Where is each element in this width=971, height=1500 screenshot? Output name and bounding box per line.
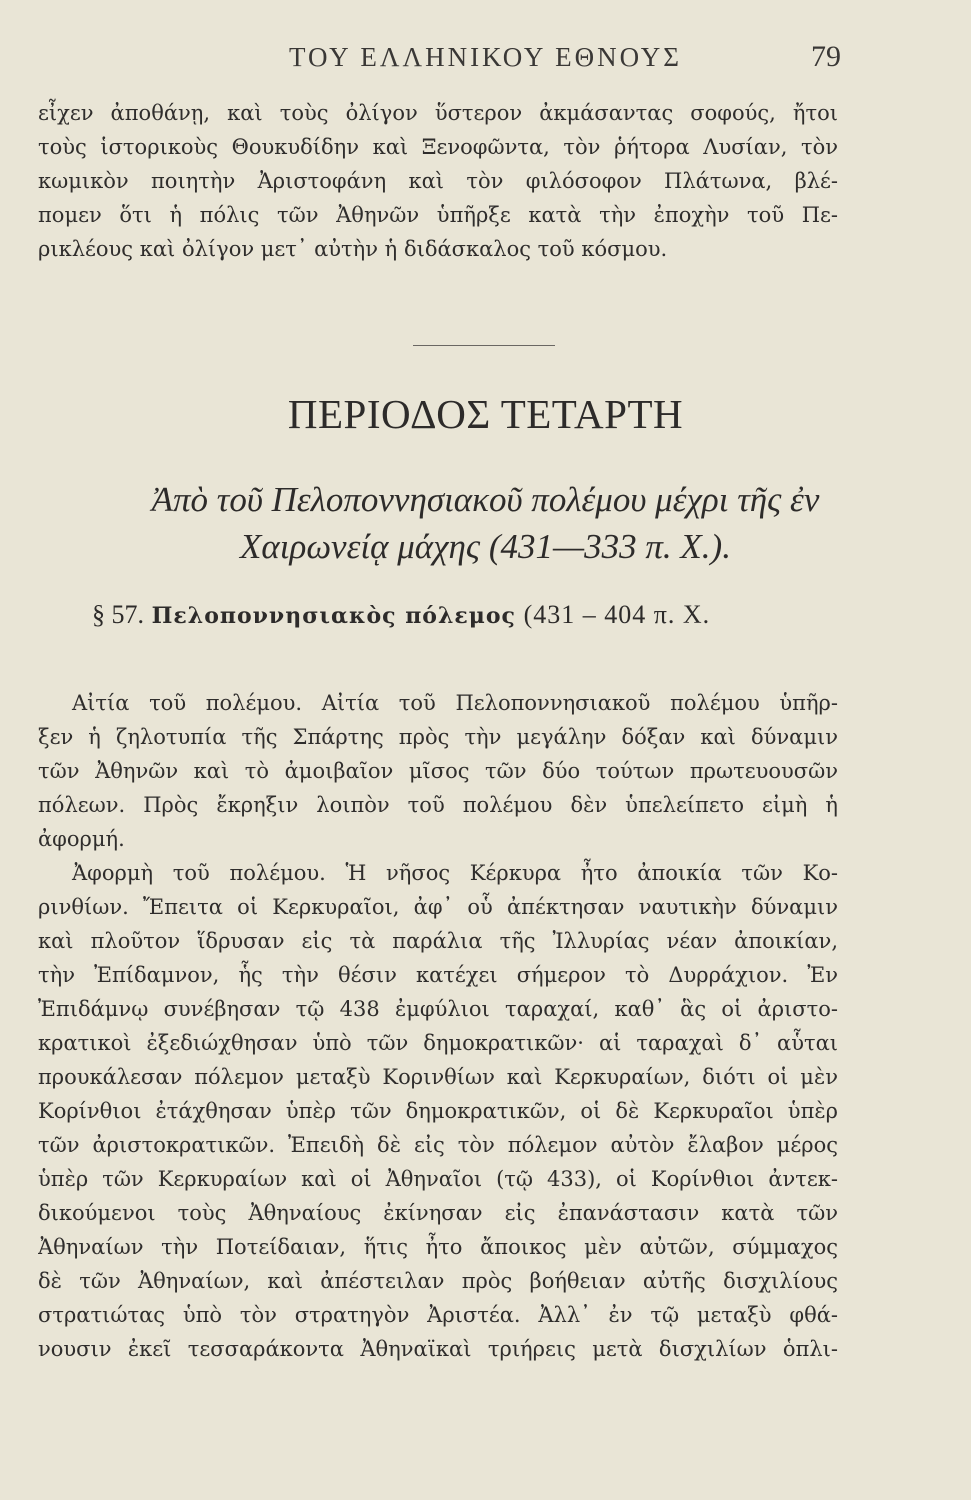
text-line: τῶν ἀριστοκρατικῶν. Ἐπειδὴ δὲ εἰς τὸν πόλεμον αὐτὸν ἔλαβον μέρος bbox=[38, 1133, 838, 1157]
running-title: ΤΟΥ ΕΛΛΗΝΙΚΟΥ ΕΘΝΟΥΣ bbox=[289, 42, 682, 72]
text-line: δικούμενοι τοὺς Ἀθηναίους ἐκίνησαν εἰς ἐπανάστασιν κατὰ τῶν bbox=[38, 1201, 838, 1225]
text-line: πόλεων. Πρὸς ἔκρηξιν λοιπὸν τοῦ πολέμου δὲν ὑπελείπετο εἰμὴ ἡ bbox=[38, 793, 838, 817]
text-line: πομεν ὅτι ἡ πόλις τῶν Ἀθηνῶν ὑπῆρξε κατὰ τὴν ἐποχὴν τοῦ Πε- bbox=[38, 203, 838, 227]
text-line: Ἀφορμὴ τοῦ πολέμου. Ἡ νῆσος Κέρκυρα ἦτο ἀποικία τῶν Κο- bbox=[72, 861, 838, 885]
paragraph-heading bbox=[92, 600, 852, 630]
text-line: κωμικὸν ποιητὴν Ἀριστοφάνη καὶ τὸν φιλόσοφον Πλάτωνα, βλέ- bbox=[38, 169, 838, 193]
text-line: στρατιώτας ὑπὸ τὸν στρατηγὸν Ἀριστέα. Ἀλλ᾽ ἐν τῷ μεταξὺ φθά- bbox=[38, 1303, 838, 1327]
text-line: τοὺς ἱστορικοὺς Θουκυδίδην καὶ Ξενοφῶντα, τὸν ῥήτορα Λυσίαν, τὸν bbox=[38, 135, 838, 159]
section-divider bbox=[413, 345, 555, 346]
text-line: ὑπὲρ τῶν Κερκυραίων καὶ οἱ Ἀθηναῖοι (τῷ 433), οἱ Κορίνθιοι ἀντεκ- bbox=[38, 1167, 838, 1191]
body-text bbox=[38, 686, 838, 1366]
text-line: κρατικοὶ ἐξεδιώχθησαν ὑπὸ τῶν δημοκρατικῶν· αἱ ταραχαὶ δ᾽ αὗται bbox=[38, 1031, 838, 1055]
text-line: νουσιν ἐκεῖ τεσσαράκοντα Ἀθηναϊκαὶ τριήρεις μετὰ δισχιλίων ὁπλι- bbox=[38, 1337, 838, 1361]
text-line: Ἀθηναίων τὴν Ποτείδαιαν, ἥτις ἦτο ἄποικος μὲν αὐτῶν, σύμμαχος bbox=[38, 1235, 838, 1259]
text-line: Κορίνθιοι ἐτάχθησαν ὑπὲρ τῶν δημοκρατικῶν, οἱ δὲ Κερκυραῖοι ὑπὲρ bbox=[38, 1099, 838, 1123]
text-line: ρικλέους καὶ ὀλίγον μετ᾽ αὐτὴν ἡ διδάσκαλος τοῦ κόσμου. bbox=[38, 237, 668, 261]
page-number: 79 bbox=[811, 40, 841, 73]
text-line: εἶχεν ἀποθάνῃ, καὶ τοὺς ὀλίγον ὕστερον ἀκμάσαντας σοφούς, ἤτοι bbox=[38, 101, 838, 125]
text-line: ἀφορμή. bbox=[38, 827, 125, 851]
running-head bbox=[0, 40, 971, 80]
text-line: ξεν ἡ ζηλοτυπία τῆς Σπάρτης πρὸς τὴν μεγάλην δόξαν καὶ δύναμιν bbox=[38, 725, 838, 749]
text-line: Ἐπιδάμνῳ συνέβησαν τῷ 438 ἐμφύλιοι ταραχαί, καθ᾽ ἃς οἱ ἀριστο- bbox=[38, 997, 838, 1021]
section-subtitle-line-2: Χαιρωνείᾳ μάχης (431—333 π. Χ.). bbox=[240, 527, 731, 566]
text-line: δὲ τῶν Ἀθηναίων, καὶ ἀπέστειλαν πρὸς βοήθειαν αὐτῆς δισχιλίους bbox=[38, 1269, 838, 1293]
paragraph-heading-text: Πελοποννησιακὸς πόλεμος bbox=[151, 603, 516, 629]
section-subtitle-line-1: Ἀπὸ τοῦ Πελοποννησιακοῦ πολέμου μέχρι τῆς ἐν bbox=[151, 480, 820, 519]
text-line: τὴν Ἐπίδαμνον, ἧς τὴν θέσιν κατέχει σήμερον τὸ Δυρράχιον. Ἐν bbox=[38, 963, 838, 987]
intro-paragraph bbox=[38, 96, 838, 266]
text-line: προυκάλεσαν πόλεμον μεταξὺ Κορινθίων καὶ Κερκυραίων, διότι οἱ μὲν bbox=[38, 1065, 838, 1089]
section-title: ΠΕΡΙΟΔΟΣ ΤΕΤΑΡΤΗ bbox=[287, 391, 684, 437]
text-line: ρινθίων. Ἔπειτα οἱ Κερκυραῖοι, ἀφ᾽ οὗ ἀπέκτησαν ναυτικὴν δύναμιν bbox=[38, 895, 838, 919]
text-line: τῶν Ἀθηνῶν καὶ τὸ ἀμοιβαῖον μῖσος τῶν δύο τούτων πρωτευουσῶν bbox=[38, 759, 838, 783]
paragraph-number: § 57. bbox=[92, 600, 144, 629]
paragraph-date-range: (431 – 404 π. Χ. bbox=[523, 600, 711, 629]
text-line: Αἰτία τοῦ πολέμου. Αἰτία τοῦ Πελοποννησιακοῦ πολέμου ὑπῆρ- bbox=[72, 691, 838, 715]
text-line: καὶ πλοῦτον ἵδρυσαν εἰς τὰ παράλια τῆς Ἰλλυρίας νέαν ἀποικίαν, bbox=[38, 929, 838, 953]
